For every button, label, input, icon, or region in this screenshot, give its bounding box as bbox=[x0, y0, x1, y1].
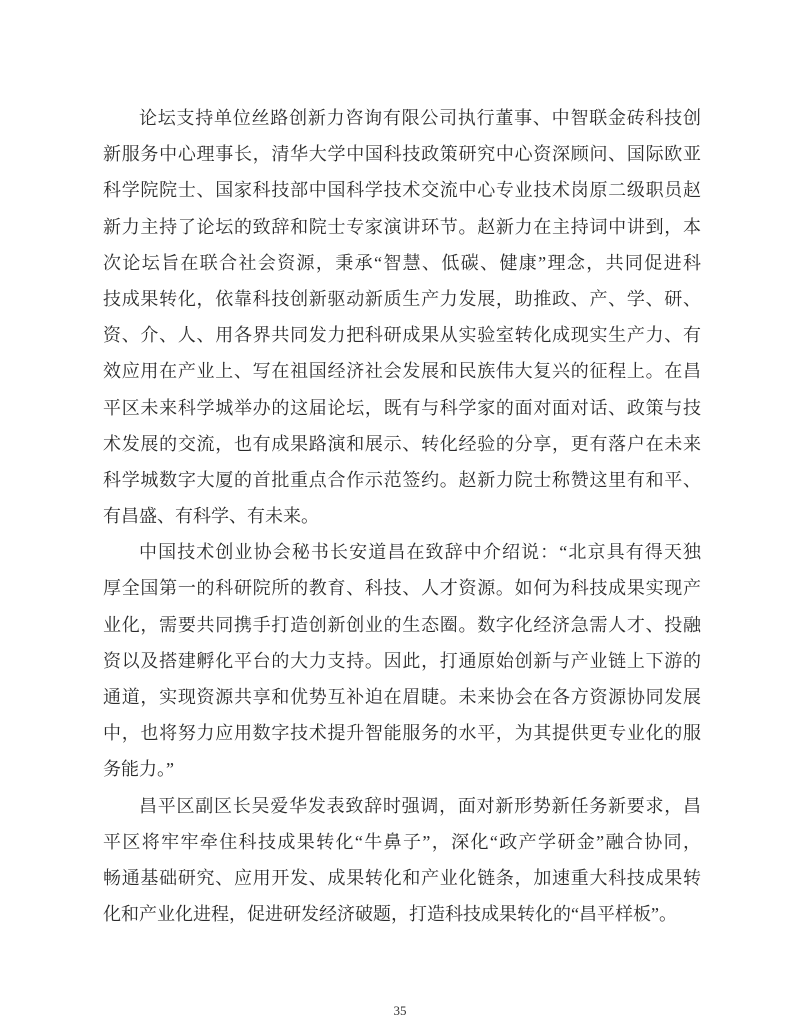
text-line: 术发展的交流，也有成果路演和展示、转化经验的分享，更有落户在未来 bbox=[103, 433, 701, 454]
text-line: 厚全国第一的科研院所的教育、科技、人才资源。如何为科技成果实现产 bbox=[103, 578, 701, 599]
text-line: 业化，需要共同携手打造创新创业的生态圈。数字化经济急需人才、投融 bbox=[103, 614, 701, 635]
text-line: 中，也将努力应用数字技术提升智能服务的水平，为其提供更专业化的服 bbox=[103, 723, 701, 744]
text-line: 科学城数字大厦的首批重点合作示范签约。赵新力院士称赞这里有和平、 bbox=[103, 469, 701, 490]
text-line: 新服务中心理事长，清华大学中国科技政策研究中心资深顾问、国际欧亚 bbox=[103, 144, 701, 165]
text-line: 有昌盛、有科学、有未来。 bbox=[103, 506, 319, 527]
text-line: 中国技术创业协会秘书长安道昌在致辞中介绍说：“北京具有得天独 bbox=[139, 542, 701, 563]
text-line: 务能力。” bbox=[103, 759, 174, 780]
text-line: 新力主持了论坛的致辞和院士专家演讲环节。赵新力在主持词中讲到，本 bbox=[103, 216, 701, 237]
document-body bbox=[103, 100, 701, 932]
text-line: 平区将牢牢牵住科技成果转化“牛鼻子”，深化“政产学研金”融合协同， bbox=[103, 831, 701, 852]
text-line: 通道，实现资源共享和优势互补迫在眉睫。未来协会在各方资源协同发展 bbox=[103, 687, 701, 707]
paragraph-3 bbox=[103, 788, 701, 933]
text-line: 平区未来科学城举办的这届论坛，既有与科学家的面对面对话、政策与技 bbox=[103, 397, 701, 418]
text-line: 效应用在产业上、写在祖国经济社会发展和民族伟大复兴的征程上。在昌 bbox=[103, 361, 701, 382]
text-line: 畅通基础研究、应用开发、成果转化和产业化链条，加速重大科技成果转 bbox=[103, 867, 701, 888]
text-line: 技成果转化，依靠科技创新驱动新质生产力发展，助推政、产、学、研、 bbox=[103, 288, 701, 309]
text-line: 化和产业化进程，促进研发经济破题，打造科技成果转化的“昌平样板”。 bbox=[103, 904, 677, 925]
text-line: 资、介、人、用各界共同发力把科研成果从实验室转化成现实生产力、有 bbox=[103, 325, 701, 346]
text-line: 科学院院士、国家科技部中国科学技术交流中心专业技术岗原二级职员赵 bbox=[103, 180, 701, 201]
text-line: 次论坛旨在联合社会资源，秉承“智慧、低碳、健康”理念，共同促进科 bbox=[103, 252, 701, 273]
text-line: 昌平区副区长吴爱华发表致辞时强调，面对新形势新任务新要求，昌 bbox=[139, 795, 701, 816]
text-line: 资以及搭建孵化平台的大力支持。因此，打通原始创新与产业链上下游的 bbox=[103, 650, 701, 671]
page-number: 35 bbox=[393, 1003, 407, 1018]
paragraph-1 bbox=[103, 100, 701, 534]
text-line: 论坛支持单位丝路创新力咨询有限公司执行董事、中智联金砖科技创 bbox=[139, 108, 701, 128]
paragraph-2 bbox=[103, 534, 701, 787]
